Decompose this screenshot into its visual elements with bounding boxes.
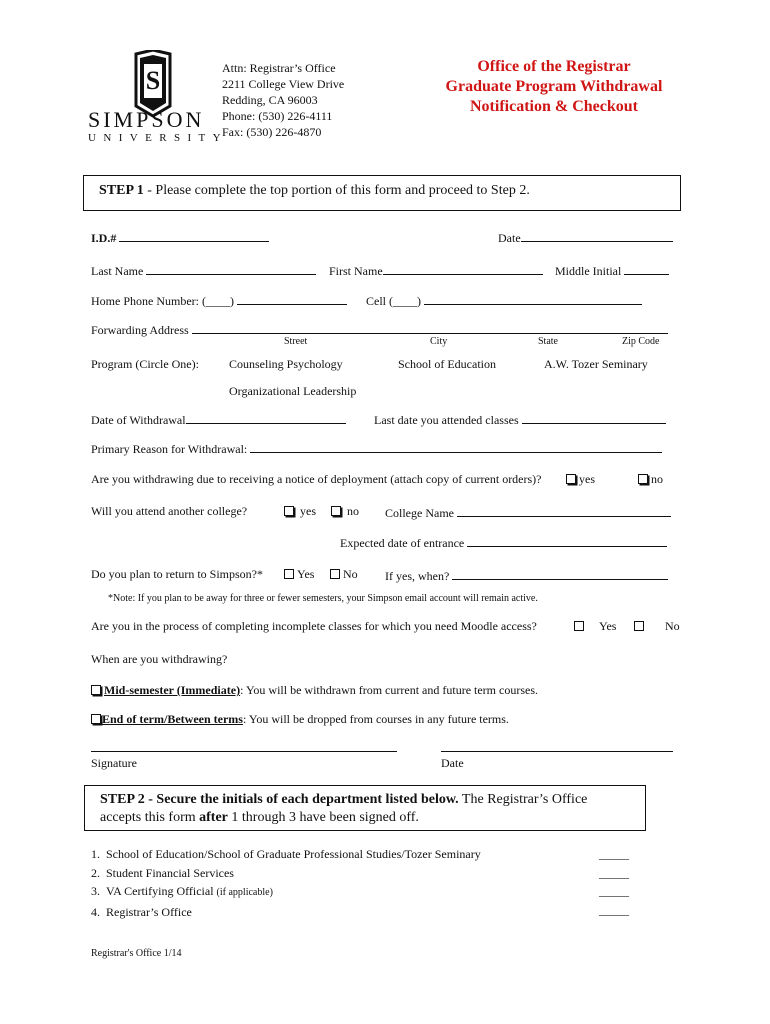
title-line-1: Office of the Registrar	[477, 58, 631, 75]
incomplete-question: Are you in the process of completing incomplete classes for which you need Moodle access?	[91, 619, 537, 633]
checkbox-icon[interactable]	[634, 621, 644, 631]
address-attn: Attn: Registrar’s Office	[222, 61, 336, 75]
signature-label: Signature	[91, 756, 137, 770]
checkbox-icon[interactable]	[284, 506, 294, 516]
list-item	[91, 864, 481, 883]
item-number: 1.	[91, 847, 100, 861]
another-college-question: Will you attend another college?	[91, 504, 248, 518]
item-text: VA Certifying Official	[106, 884, 217, 898]
middle-initial-field[interactable]	[555, 262, 669, 279]
id-field[interactable]	[91, 229, 269, 246]
item-number: 3.	[91, 884, 100, 898]
email-note: *Note: If you plan to be away for three or fewer semesters, your Simpson email account will remain active.	[108, 593, 538, 604]
initials-blank[interactable]: _____	[599, 865, 629, 880]
list-item	[91, 882, 481, 903]
if-yes-field[interactable]	[385, 567, 668, 584]
address-street: 2211 College View Drive	[222, 77, 345, 91]
primary-reason-line[interactable]	[250, 440, 662, 453]
step2-after: after	[199, 810, 228, 825]
initials-column[interactable]	[599, 845, 629, 919]
another-college-yes[interactable]	[284, 504, 316, 519]
first-name-label: First Name	[329, 264, 383, 278]
initials-blank[interactable]: _____	[599, 884, 629, 898]
last-date-field[interactable]	[374, 411, 666, 428]
date-withdrawal-label: Date of Withdrawal	[91, 413, 186, 427]
step2-text2a: accepts this form	[100, 810, 200, 825]
end-term-option[interactable]	[91, 712, 509, 727]
title-line-3: Notification & Checkout	[470, 98, 638, 115]
home-phone-field[interactable]	[91, 292, 347, 309]
return-yes[interactable]	[284, 567, 314, 582]
last-date-line[interactable]	[522, 411, 666, 424]
college-name-field[interactable]	[385, 504, 671, 521]
step2-label: STEP 2 - Secure the initials of each department listed below.	[100, 792, 459, 807]
end-term-text: : You will be dropped from courses in any future terms.	[242, 712, 509, 726]
state-caption: State	[538, 336, 558, 347]
address-phone: Phone: (530) 226-4111	[222, 109, 333, 123]
date-label: Date	[498, 231, 521, 245]
incomplete-no[interactable]	[634, 619, 680, 634]
when-withdrawing-label: When are you withdrawing?	[91, 652, 228, 666]
incomplete-yes-label: Yes	[599, 619, 617, 633]
incomplete-yes[interactable]	[574, 619, 616, 634]
deployment-question: Are you withdrawing due to receiving a notice of deployment (attach copy of current orders)?	[91, 472, 542, 486]
return-question: Do you plan to return to Simpson?*	[91, 567, 263, 581]
logo-mark: S	[145, 66, 161, 95]
forwarding-line[interactable]	[192, 321, 668, 334]
program-option-tozer[interactable]: A.W. Tozer Seminary	[544, 357, 648, 371]
step1-label: STEP 1	[99, 183, 144, 198]
signature-date-line[interactable]	[441, 751, 673, 752]
cell-field[interactable]	[366, 292, 642, 309]
program-option-leadership[interactable]: Organizational Leadership	[229, 384, 357, 398]
logo-subname: UNIVERSITY	[88, 132, 228, 144]
item-text: Student Financial Services	[106, 865, 234, 880]
expected-date-line[interactable]	[467, 534, 667, 547]
step2-text2c: 1 through 3 have been signed off.	[227, 810, 419, 825]
mid-semester-option[interactable]	[91, 683, 538, 698]
last-name-label: Last Name	[91, 264, 144, 278]
university-logo	[88, 50, 228, 145]
checkbox-icon[interactable]	[91, 685, 101, 695]
address-block	[222, 60, 344, 140]
item-note: (if applicable)	[216, 887, 273, 898]
home-phone-label: Home Phone Number: (____)	[91, 294, 234, 308]
step2-text1: The Registrar’s Office	[458, 792, 588, 807]
zip-caption: Zip Code	[622, 336, 660, 347]
first-name-field[interactable]	[329, 262, 543, 279]
deployment-yes[interactable]	[566, 472, 595, 487]
checkbox-icon[interactable]	[330, 569, 340, 579]
signature-line[interactable]	[91, 751, 397, 752]
checkbox-icon[interactable]	[574, 621, 584, 631]
mid-semester-label: Mid-semester (Immediate)	[104, 683, 241, 697]
item-text: School of Education/School of Graduate Professional Studies/Tozer Seminary	[106, 847, 481, 861]
program-option-counseling[interactable]: Counseling Psychology	[229, 357, 343, 371]
id-label: I.D.#	[91, 231, 117, 245]
another-college-no-label: no	[347, 504, 359, 518]
title-line-2: Graduate Program Withdrawal	[445, 78, 663, 95]
college-name-label: College Name	[385, 506, 454, 520]
signature-date-label: Date	[441, 756, 464, 770]
checkbox-icon[interactable]	[331, 506, 341, 516]
checkbox-icon[interactable]	[91, 714, 101, 724]
checkbox-icon[interactable]	[638, 474, 648, 484]
first-name-line[interactable]	[383, 262, 543, 275]
primary-reason-label: Primary Reason for Withdrawal:	[91, 442, 248, 456]
if-yes-label: If yes, when?	[385, 569, 450, 583]
logo-name: SIMPSON	[88, 107, 205, 132]
footer-text: Registrar's Office 1/14	[91, 948, 182, 959]
incomplete-no-label: No	[665, 619, 680, 633]
initials-blank[interactable]: _____	[599, 847, 629, 861]
item-text: Registrar’s Office	[106, 904, 192, 919]
department-list	[91, 845, 481, 921]
expected-date-label: Expected date of entrance	[340, 536, 465, 550]
mid-semester-text: : You will be withdrawn from current and future term courses.	[240, 683, 538, 697]
date-line[interactable]	[521, 229, 673, 242]
checkbox-icon[interactable]	[284, 569, 294, 579]
middle-initial-line[interactable]	[624, 262, 669, 275]
address-city: Redding, CA 96003	[222, 93, 318, 107]
college-name-line[interactable]	[457, 504, 671, 517]
step1-text: - Please complete the top portion of this form and proceed to Step 2.	[143, 183, 530, 198]
city-caption: City	[430, 336, 448, 347]
another-college-yes-label: yes	[300, 504, 316, 518]
return-yes-label: Yes	[297, 567, 315, 581]
deployment-no-label: no	[651, 472, 663, 486]
last-name-field[interactable]	[91, 262, 316, 279]
program-option-education[interactable]: School of Education	[398, 357, 496, 371]
id-line[interactable]	[119, 229, 269, 242]
return-no[interactable]	[330, 567, 358, 582]
deployment-no[interactable]	[638, 472, 663, 487]
step1-heading	[99, 183, 530, 199]
forwarding-label: Forwarding Address	[91, 323, 189, 337]
primary-reason-field[interactable]	[91, 440, 662, 457]
return-no-label: No	[343, 567, 358, 581]
last-date-label: Last date you attended classes	[374, 413, 519, 427]
list-item	[91, 903, 481, 922]
last-name-line[interactable]	[146, 262, 316, 275]
item-number: 4.	[91, 904, 100, 919]
cell-line[interactable]	[424, 292, 642, 305]
street-caption: Street	[284, 336, 308, 347]
expected-date-field[interactable]	[340, 534, 667, 551]
another-college-no[interactable]	[331, 504, 359, 519]
form-title	[414, 57, 694, 117]
deployment-yes-label: yes	[579, 472, 595, 486]
step2-heading	[100, 791, 587, 827]
date-withdrawal-field[interactable]	[91, 411, 346, 428]
date-field[interactable]	[498, 229, 673, 246]
home-phone-line[interactable]	[237, 292, 347, 305]
middle-initial-label: Middle Initial	[555, 264, 622, 278]
item-number: 2.	[91, 865, 100, 880]
program-label: Program (Circle One):	[91, 357, 199, 371]
address-fax: Fax: (530) 226-4870	[222, 125, 322, 139]
list-item	[91, 845, 481, 864]
cell-label: Cell (____)	[366, 294, 421, 308]
initials-blank[interactable]: _____	[599, 902, 629, 917]
checkbox-icon[interactable]	[566, 474, 576, 484]
if-yes-line[interactable]	[452, 567, 668, 580]
forwarding-field[interactable]	[91, 321, 668, 338]
end-term-label: End of term/Between terms	[102, 712, 243, 726]
date-withdrawal-line[interactable]	[186, 411, 346, 424]
